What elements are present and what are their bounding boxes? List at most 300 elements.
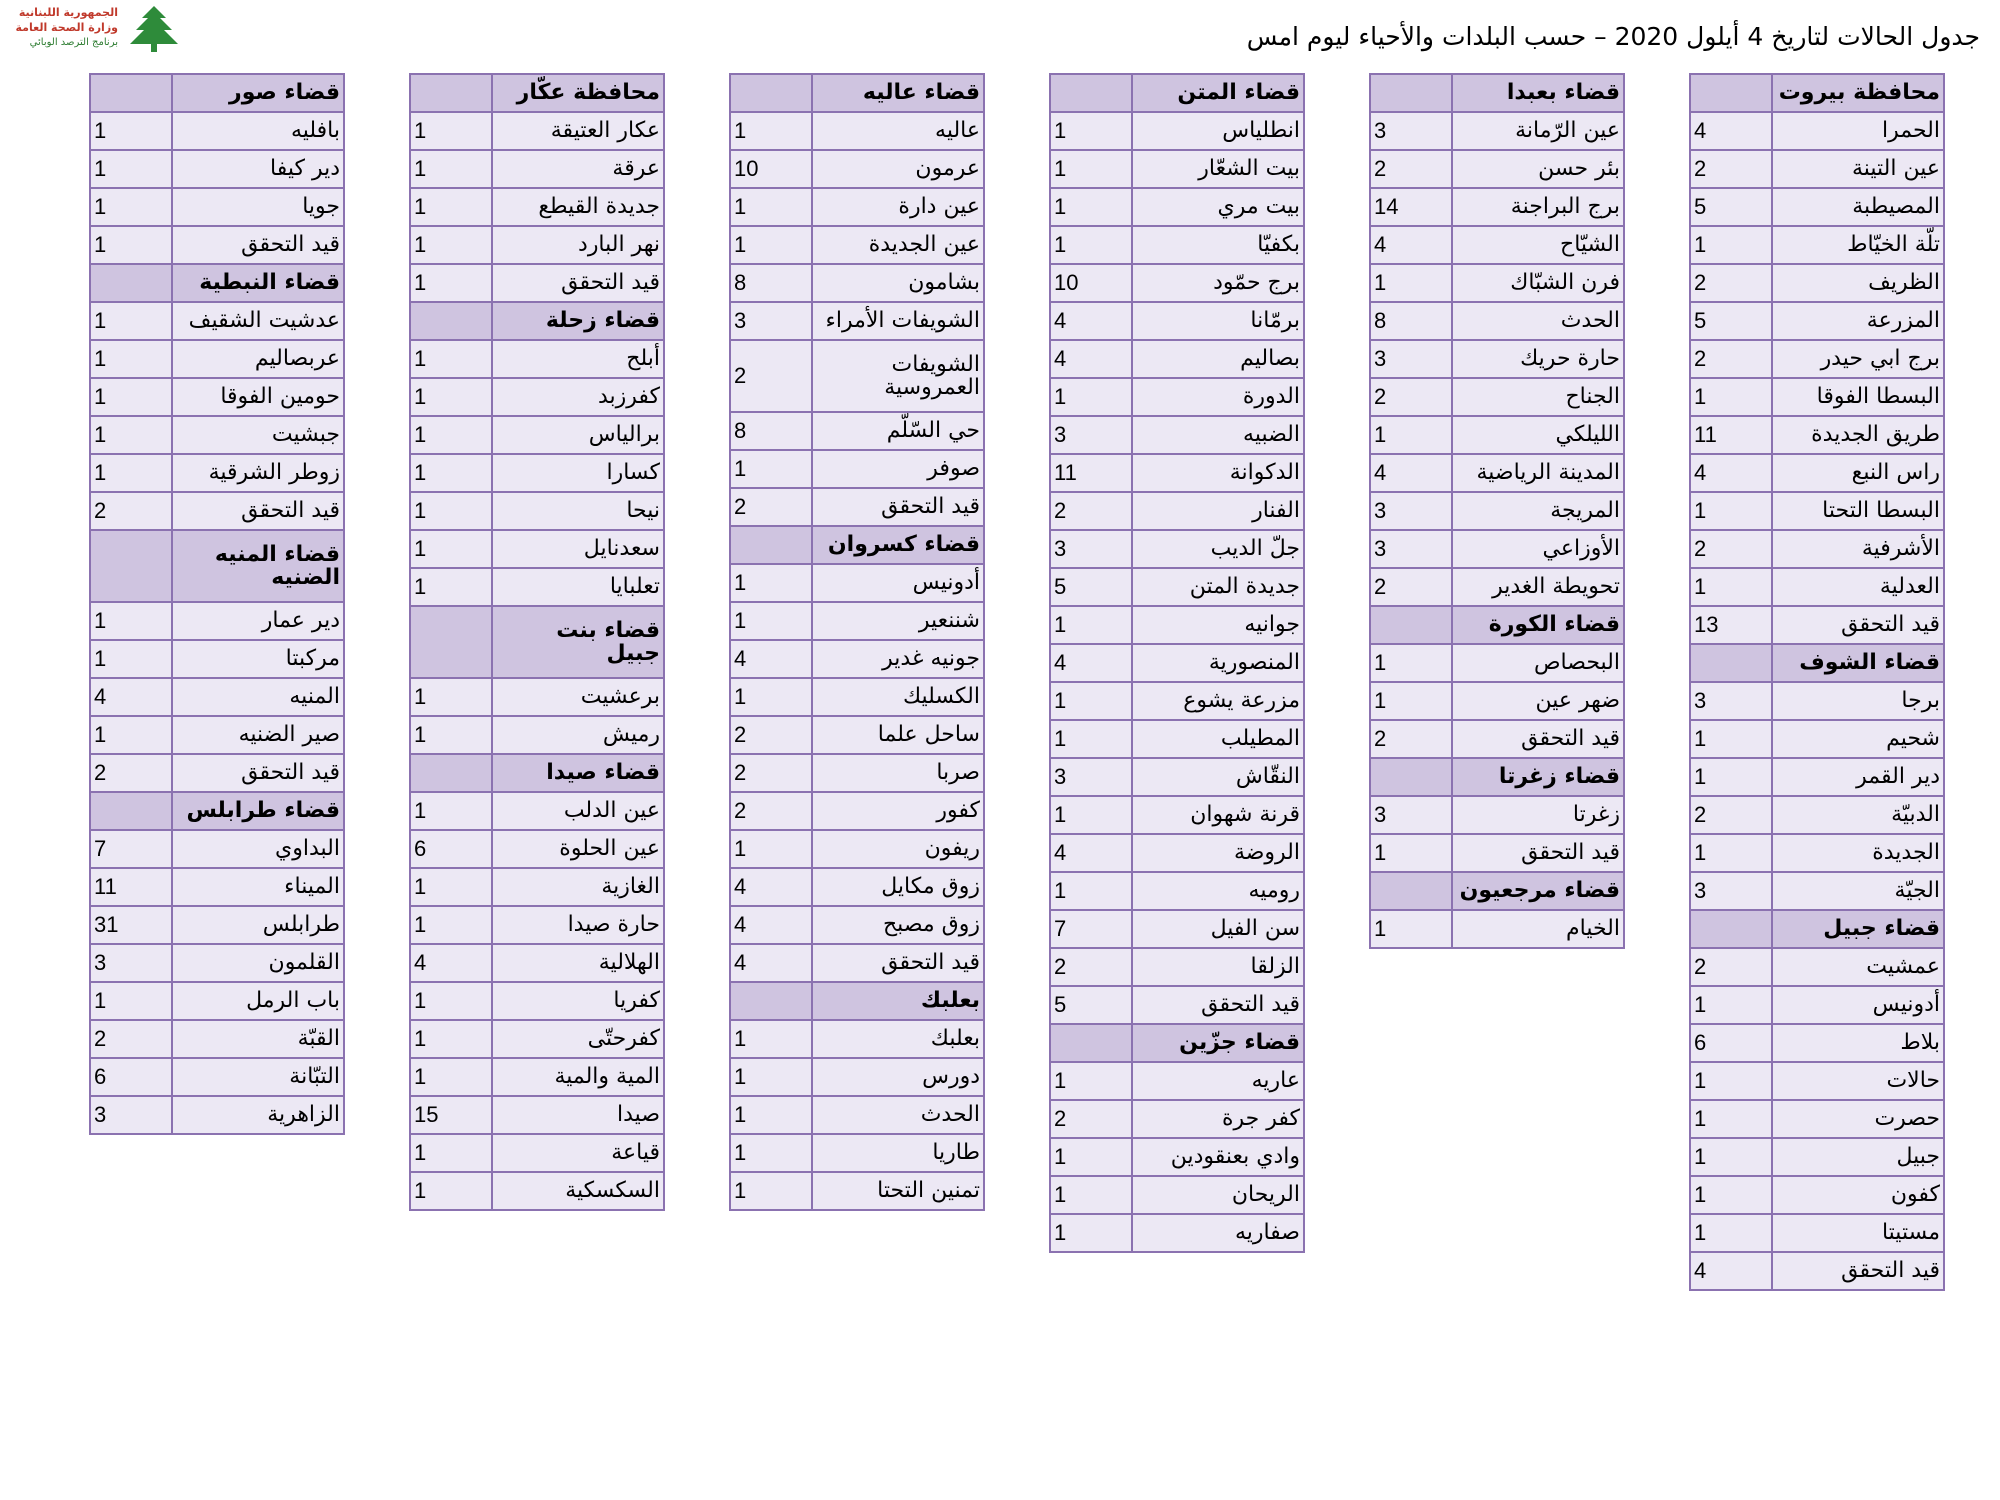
locality-name: حارة حريك <box>1452 340 1624 378</box>
district-name: قضاء الكورة <box>1452 606 1624 644</box>
case-count: 1 <box>90 112 172 150</box>
table-row <box>1050 644 1304 682</box>
locality-name: عين الحلوة <box>492 830 664 868</box>
case-count: 1 <box>730 678 812 716</box>
locality-name: قيد التحقق <box>1772 606 1944 644</box>
case-count: 1 <box>410 792 492 830</box>
locality-name: البداوي <box>172 830 344 868</box>
table-row <box>1370 834 1624 872</box>
table-row <box>1370 188 1624 226</box>
locality-name: عاليه <box>812 112 984 150</box>
table-row <box>410 982 664 1020</box>
case-count: 1 <box>410 150 492 188</box>
locality-name: قيد التحقق <box>492 264 664 302</box>
locality-name: كسارا <box>492 454 664 492</box>
table-row <box>730 792 984 830</box>
locality-name: قيد التحقق <box>812 488 984 526</box>
case-count: 2 <box>730 488 812 526</box>
locality-name: الدكوانة <box>1132 454 1304 492</box>
case-count: 4 <box>1050 834 1132 872</box>
table-row <box>1370 416 1624 454</box>
header-count-cell <box>1690 74 1772 112</box>
page-title: جدول الحالات لتاريخ 4 أيلول 2020 – حسب البلدات والأحياء ليوم امس <box>1246 22 1980 51</box>
locality-name: عربصاليم <box>172 340 344 378</box>
case-count: 1 <box>1690 378 1772 416</box>
case-count: 2 <box>1050 948 1132 986</box>
table-row <box>410 868 664 906</box>
locality-name: شننعير <box>812 602 984 640</box>
table-row <box>730 868 984 906</box>
locality-name: برعشيت <box>492 678 664 716</box>
locality-name: تحويطة الغدير <box>1452 568 1624 606</box>
locality-name: القلمون <box>172 944 344 982</box>
locality-name: المزرعة <box>1772 302 1944 340</box>
locality-name: مركبتا <box>172 640 344 678</box>
locality-name: الميناء <box>172 868 344 906</box>
locality-name: قيد التحقق <box>172 226 344 264</box>
section-header-row <box>1690 910 1944 948</box>
table-row <box>730 450 984 488</box>
table-row <box>1690 150 1944 188</box>
table-row <box>1050 340 1304 378</box>
cedar-logo-icon <box>122 4 186 54</box>
locality-name: المريجة <box>1452 492 1624 530</box>
case-count: 31 <box>90 906 172 944</box>
locality-name: الدورة <box>1132 378 1304 416</box>
locality-name: قيد التحقق <box>1132 986 1304 1024</box>
table-row <box>1690 378 1944 416</box>
district-name: قضاء بنت جبيل <box>492 606 664 678</box>
district-name: قضاء زغرتا <box>1452 758 1624 796</box>
table-row <box>410 530 664 568</box>
case-count: 1 <box>730 1020 812 1058</box>
district-name: محافظة بيروت <box>1772 74 1944 112</box>
locality-name: البسطا الفوقا <box>1772 378 1944 416</box>
case-count: 14 <box>1370 188 1452 226</box>
case-count: 1 <box>410 1172 492 1210</box>
case-count: 1 <box>1370 834 1452 872</box>
case-count: 2 <box>1690 796 1772 834</box>
table-row <box>1370 568 1624 606</box>
table-row <box>90 340 344 378</box>
locality-name: طريق الجديدة <box>1772 416 1944 454</box>
table-row <box>410 416 664 454</box>
case-count: 5 <box>1050 986 1132 1024</box>
case-count: 4 <box>1690 454 1772 492</box>
table-row <box>1050 682 1304 720</box>
locality-name: عرقة <box>492 150 664 188</box>
table-row <box>1370 378 1624 416</box>
case-count: 1 <box>410 112 492 150</box>
table-row <box>410 716 664 754</box>
case-count: 1 <box>1050 226 1132 264</box>
locality-name: البحصاص <box>1452 644 1624 682</box>
locality-name: زوطر الشرقية <box>172 454 344 492</box>
case-count: 1 <box>730 1096 812 1134</box>
case-count: 1 <box>410 378 492 416</box>
table-row <box>1050 112 1304 150</box>
district-table-1 <box>1689 73 1945 1291</box>
table-row <box>1050 1176 1304 1214</box>
logo-line-program: برنامج الترصد الوبائي <box>29 37 118 48</box>
case-count: 2 <box>90 492 172 530</box>
section-header-row <box>1370 872 1624 910</box>
case-count: 4 <box>1370 454 1452 492</box>
locality-name: كفرحتّى <box>492 1020 664 1058</box>
table-row <box>1690 1252 1944 1290</box>
case-count: 2 <box>1050 1100 1132 1138</box>
case-count: 1 <box>90 716 172 754</box>
locality-name: أدونيس <box>812 564 984 602</box>
case-count: 1 <box>1690 1176 1772 1214</box>
case-count: 3 <box>1690 872 1772 910</box>
table-row <box>90 150 344 188</box>
table-row <box>730 944 984 982</box>
table-row <box>90 1058 344 1096</box>
case-count: 2 <box>730 716 812 754</box>
locality-name: زوق مصبح <box>812 906 984 944</box>
case-count: 2 <box>1690 150 1772 188</box>
locality-name: جلّ الديب <box>1132 530 1304 568</box>
table-row <box>1690 872 1944 910</box>
table-row <box>410 944 664 982</box>
locality-name: ضهر عين <box>1452 682 1624 720</box>
header-count-cell <box>90 74 172 112</box>
case-count: 5 <box>1690 188 1772 226</box>
table-row <box>1690 302 1944 340</box>
locality-name: برج البراجنة <box>1452 188 1624 226</box>
case-count: 7 <box>1050 910 1132 948</box>
section-header-row <box>1050 1024 1304 1062</box>
table-row <box>410 568 664 606</box>
table-row <box>1050 948 1304 986</box>
case-count: 1 <box>1050 606 1132 644</box>
locality-name: عكار العتيقة <box>492 112 664 150</box>
table-row <box>1690 796 1944 834</box>
case-count: 1 <box>410 982 492 1020</box>
table-row <box>1370 720 1624 758</box>
table-row <box>410 188 664 226</box>
table-row <box>1050 872 1304 910</box>
locality-name: أدونيس <box>1772 986 1944 1024</box>
case-count: 2 <box>1050 492 1132 530</box>
locality-name: أبلح <box>492 340 664 378</box>
locality-name: عين دارة <box>812 188 984 226</box>
locality-name: صوفر <box>812 450 984 488</box>
table-row <box>90 906 344 944</box>
case-count: 2 <box>90 754 172 792</box>
locality-name: ريفون <box>812 830 984 868</box>
locality-name: بيت الشعّار <box>1132 150 1304 188</box>
case-count: 1 <box>410 416 492 454</box>
locality-name: شحيم <box>1772 720 1944 758</box>
ministry-logo <box>12 4 182 56</box>
table-row <box>1690 1100 1944 1138</box>
table-row <box>1370 910 1624 948</box>
table-row <box>730 640 984 678</box>
case-count: 1 <box>1690 1214 1772 1252</box>
locality-name: قيد التحقق <box>172 492 344 530</box>
case-count: 1 <box>730 602 812 640</box>
table-row <box>1370 454 1624 492</box>
case-count: 1 <box>90 982 172 1020</box>
table-row <box>1050 1100 1304 1138</box>
section-header-row <box>1690 644 1944 682</box>
header-count-cell <box>410 302 492 340</box>
locality-name: الزلقا <box>1132 948 1304 986</box>
table-row <box>90 678 344 716</box>
case-count: 1 <box>1370 264 1452 302</box>
table-row <box>1370 264 1624 302</box>
locality-name: برج حمّود <box>1132 264 1304 302</box>
case-count: 2 <box>1370 720 1452 758</box>
header-count-cell <box>410 754 492 792</box>
case-count: 1 <box>90 150 172 188</box>
case-count: 2 <box>1370 568 1452 606</box>
locality-name: النقّاش <box>1132 758 1304 796</box>
table-row <box>730 754 984 792</box>
table-row <box>90 454 344 492</box>
case-count: 1 <box>730 564 812 602</box>
section-header-row <box>1370 758 1624 796</box>
table-row <box>90 602 344 640</box>
locality-name: بئر حسن <box>1452 150 1624 188</box>
case-count: 3 <box>1050 530 1132 568</box>
table-row <box>1690 416 1944 454</box>
locality-name: دير القمر <box>1772 758 1944 796</box>
table-row <box>1690 1138 1944 1176</box>
locality-name: نيحا <box>492 492 664 530</box>
locality-name: حالات <box>1772 1062 1944 1100</box>
header-count-cell <box>410 606 492 678</box>
case-count: 1 <box>1690 1100 1772 1138</box>
table-row <box>1050 1214 1304 1252</box>
case-count: 1 <box>410 568 492 606</box>
locality-name: الحمرا <box>1772 112 1944 150</box>
case-count: 5 <box>1050 568 1132 606</box>
district-name: محافظة عكّار <box>492 74 664 112</box>
table-row <box>410 226 664 264</box>
locality-name: ساحل علما <box>812 716 984 754</box>
header-count-cell <box>1690 910 1772 948</box>
locality-name: قيد التحقق <box>172 754 344 792</box>
table-row <box>90 302 344 340</box>
case-count: 1 <box>410 1134 492 1172</box>
section-header-row <box>90 264 344 302</box>
locality-name: كفور <box>812 792 984 830</box>
table-row <box>1690 1176 1944 1214</box>
table-row <box>410 264 664 302</box>
district-table-5 <box>409 73 665 1211</box>
table-row <box>1050 188 1304 226</box>
district-name: بعلبك <box>812 982 984 1020</box>
case-count: 4 <box>730 640 812 678</box>
locality-name: بصاليم <box>1132 340 1304 378</box>
locality-name: عين التينة <box>1772 150 1944 188</box>
district-name: قضاء جزّين <box>1132 1024 1304 1062</box>
locality-name: صربا <box>812 754 984 792</box>
table-row <box>1690 682 1944 720</box>
case-count: 1 <box>90 226 172 264</box>
locality-name: التبّانة <box>172 1058 344 1096</box>
locality-name: راس النبع <box>1772 454 1944 492</box>
table-row <box>410 492 664 530</box>
locality-name: كفرزبد <box>492 378 664 416</box>
header-count-cell <box>1050 74 1132 112</box>
case-count: 3 <box>1690 682 1772 720</box>
locality-name: الجناح <box>1452 378 1624 416</box>
case-count: 8 <box>730 412 812 450</box>
case-count: 2 <box>1690 530 1772 568</box>
locality-name: وادي بعنقودين <box>1132 1138 1304 1176</box>
district-name: قضاء مرجعيون <box>1452 872 1624 910</box>
district-name: قضاء كسروان <box>812 526 984 564</box>
locality-name: القبّة <box>172 1020 344 1058</box>
case-count: 6 <box>90 1058 172 1096</box>
district-name: قضاء صور <box>172 74 344 112</box>
table-row <box>730 830 984 868</box>
case-count: 2 <box>1370 150 1452 188</box>
locality-name: المية والمية <box>492 1058 664 1096</box>
case-count: 4 <box>1050 644 1132 682</box>
case-count: 4 <box>1370 226 1452 264</box>
table-row <box>1050 568 1304 606</box>
locality-name: بلاط <box>1772 1024 1944 1062</box>
header-count-cell <box>1370 74 1452 112</box>
locality-name: قياعة <box>492 1134 664 1172</box>
case-count: 1 <box>1050 872 1132 910</box>
section-header-row <box>90 792 344 830</box>
table-row <box>730 906 984 944</box>
case-count: 1 <box>1050 188 1132 226</box>
locality-name: الكسليك <box>812 678 984 716</box>
case-count: 3 <box>1370 796 1452 834</box>
case-count: 4 <box>1050 340 1132 378</box>
case-count: 2 <box>730 792 812 830</box>
locality-name: برج ابي حيدر <box>1772 340 1944 378</box>
table-row <box>1050 378 1304 416</box>
case-count: 1 <box>90 302 172 340</box>
case-count: 1 <box>730 226 812 264</box>
locality-name: الضبيه <box>1132 416 1304 454</box>
table-row <box>730 412 984 450</box>
table-row <box>1050 720 1304 758</box>
case-count: 1 <box>1690 492 1772 530</box>
locality-name: سن الفيل <box>1132 910 1304 948</box>
case-count: 3 <box>90 1096 172 1134</box>
case-count: 1 <box>1690 1138 1772 1176</box>
header-count-cell <box>730 982 812 1020</box>
locality-name: الشويفات العمروسية <box>812 340 984 412</box>
locality-name: البسطا التحتا <box>1772 492 1944 530</box>
case-count: 1 <box>410 264 492 302</box>
case-count: 1 <box>1690 758 1772 796</box>
locality-name: عين الجديدة <box>812 226 984 264</box>
header-count-cell <box>1690 644 1772 682</box>
case-count: 1 <box>730 1058 812 1096</box>
table-row <box>1690 530 1944 568</box>
case-count: 1 <box>1050 112 1132 150</box>
locality-name: الهلالية <box>492 944 664 982</box>
locality-name: بعلبك <box>812 1020 984 1058</box>
locality-name: الأشرفية <box>1772 530 1944 568</box>
locality-name: عدشيت الشقيف <box>172 302 344 340</box>
locality-name: بكفيّا <box>1132 226 1304 264</box>
table-row <box>410 378 664 416</box>
table-row <box>90 1096 344 1134</box>
locality-name: الدبيّة <box>1772 796 1944 834</box>
case-count: 4 <box>1050 302 1132 340</box>
table-row <box>730 1134 984 1172</box>
table-row <box>1370 226 1624 264</box>
case-count: 1 <box>410 678 492 716</box>
district-name: قضاء جبيل <box>1772 910 1944 948</box>
section-header-row <box>730 982 984 1020</box>
locality-name: عاريه <box>1132 1062 1304 1100</box>
section-header-row <box>1690 74 1944 112</box>
locality-name: عرمون <box>812 150 984 188</box>
case-count: 1 <box>410 868 492 906</box>
header-count-cell <box>90 530 172 602</box>
table-row <box>1690 226 1944 264</box>
table-row <box>730 264 984 302</box>
table-row <box>1690 492 1944 530</box>
case-count: 4 <box>730 906 812 944</box>
table-row <box>1690 1062 1944 1100</box>
case-count: 8 <box>730 264 812 302</box>
locality-name: المطيلب <box>1132 720 1304 758</box>
district-name: قضاء عاليه <box>812 74 984 112</box>
case-count: 1 <box>410 226 492 264</box>
locality-name: عين الدلب <box>492 792 664 830</box>
table-row <box>730 1172 984 1210</box>
locality-name: الريحان <box>1132 1176 1304 1214</box>
case-count: 4 <box>90 678 172 716</box>
table-row <box>730 1020 984 1058</box>
case-count: 1 <box>410 188 492 226</box>
locality-name: جديدة المتن <box>1132 568 1304 606</box>
locality-name: الفنار <box>1132 492 1304 530</box>
locality-name: الروضة <box>1132 834 1304 872</box>
section-header-row <box>410 754 664 792</box>
locality-name: جونيه غدير <box>812 640 984 678</box>
section-header-row <box>1050 74 1304 112</box>
locality-name: جبيل <box>1772 1138 1944 1176</box>
table-row <box>1050 264 1304 302</box>
table-row <box>1050 454 1304 492</box>
locality-name: الظريف <box>1772 264 1944 302</box>
table-row <box>1370 492 1624 530</box>
case-count: 11 <box>1690 416 1772 454</box>
locality-name: تمنين التحتا <box>812 1172 984 1210</box>
case-count: 10 <box>730 150 812 188</box>
section-header-row <box>1370 74 1624 112</box>
table-row <box>1690 758 1944 796</box>
table-row <box>1050 986 1304 1024</box>
table-row <box>1050 492 1304 530</box>
table-row <box>90 830 344 868</box>
table-row <box>1370 644 1624 682</box>
case-count: 3 <box>1050 416 1132 454</box>
locality-name: نهر البارد <box>492 226 664 264</box>
table-row <box>730 488 984 526</box>
case-count: 2 <box>730 754 812 792</box>
locality-name: الحدث <box>1452 302 1624 340</box>
table-row <box>1690 264 1944 302</box>
table-row <box>1050 302 1304 340</box>
locality-name: زوق مكايل <box>812 868 984 906</box>
table-row <box>730 150 984 188</box>
